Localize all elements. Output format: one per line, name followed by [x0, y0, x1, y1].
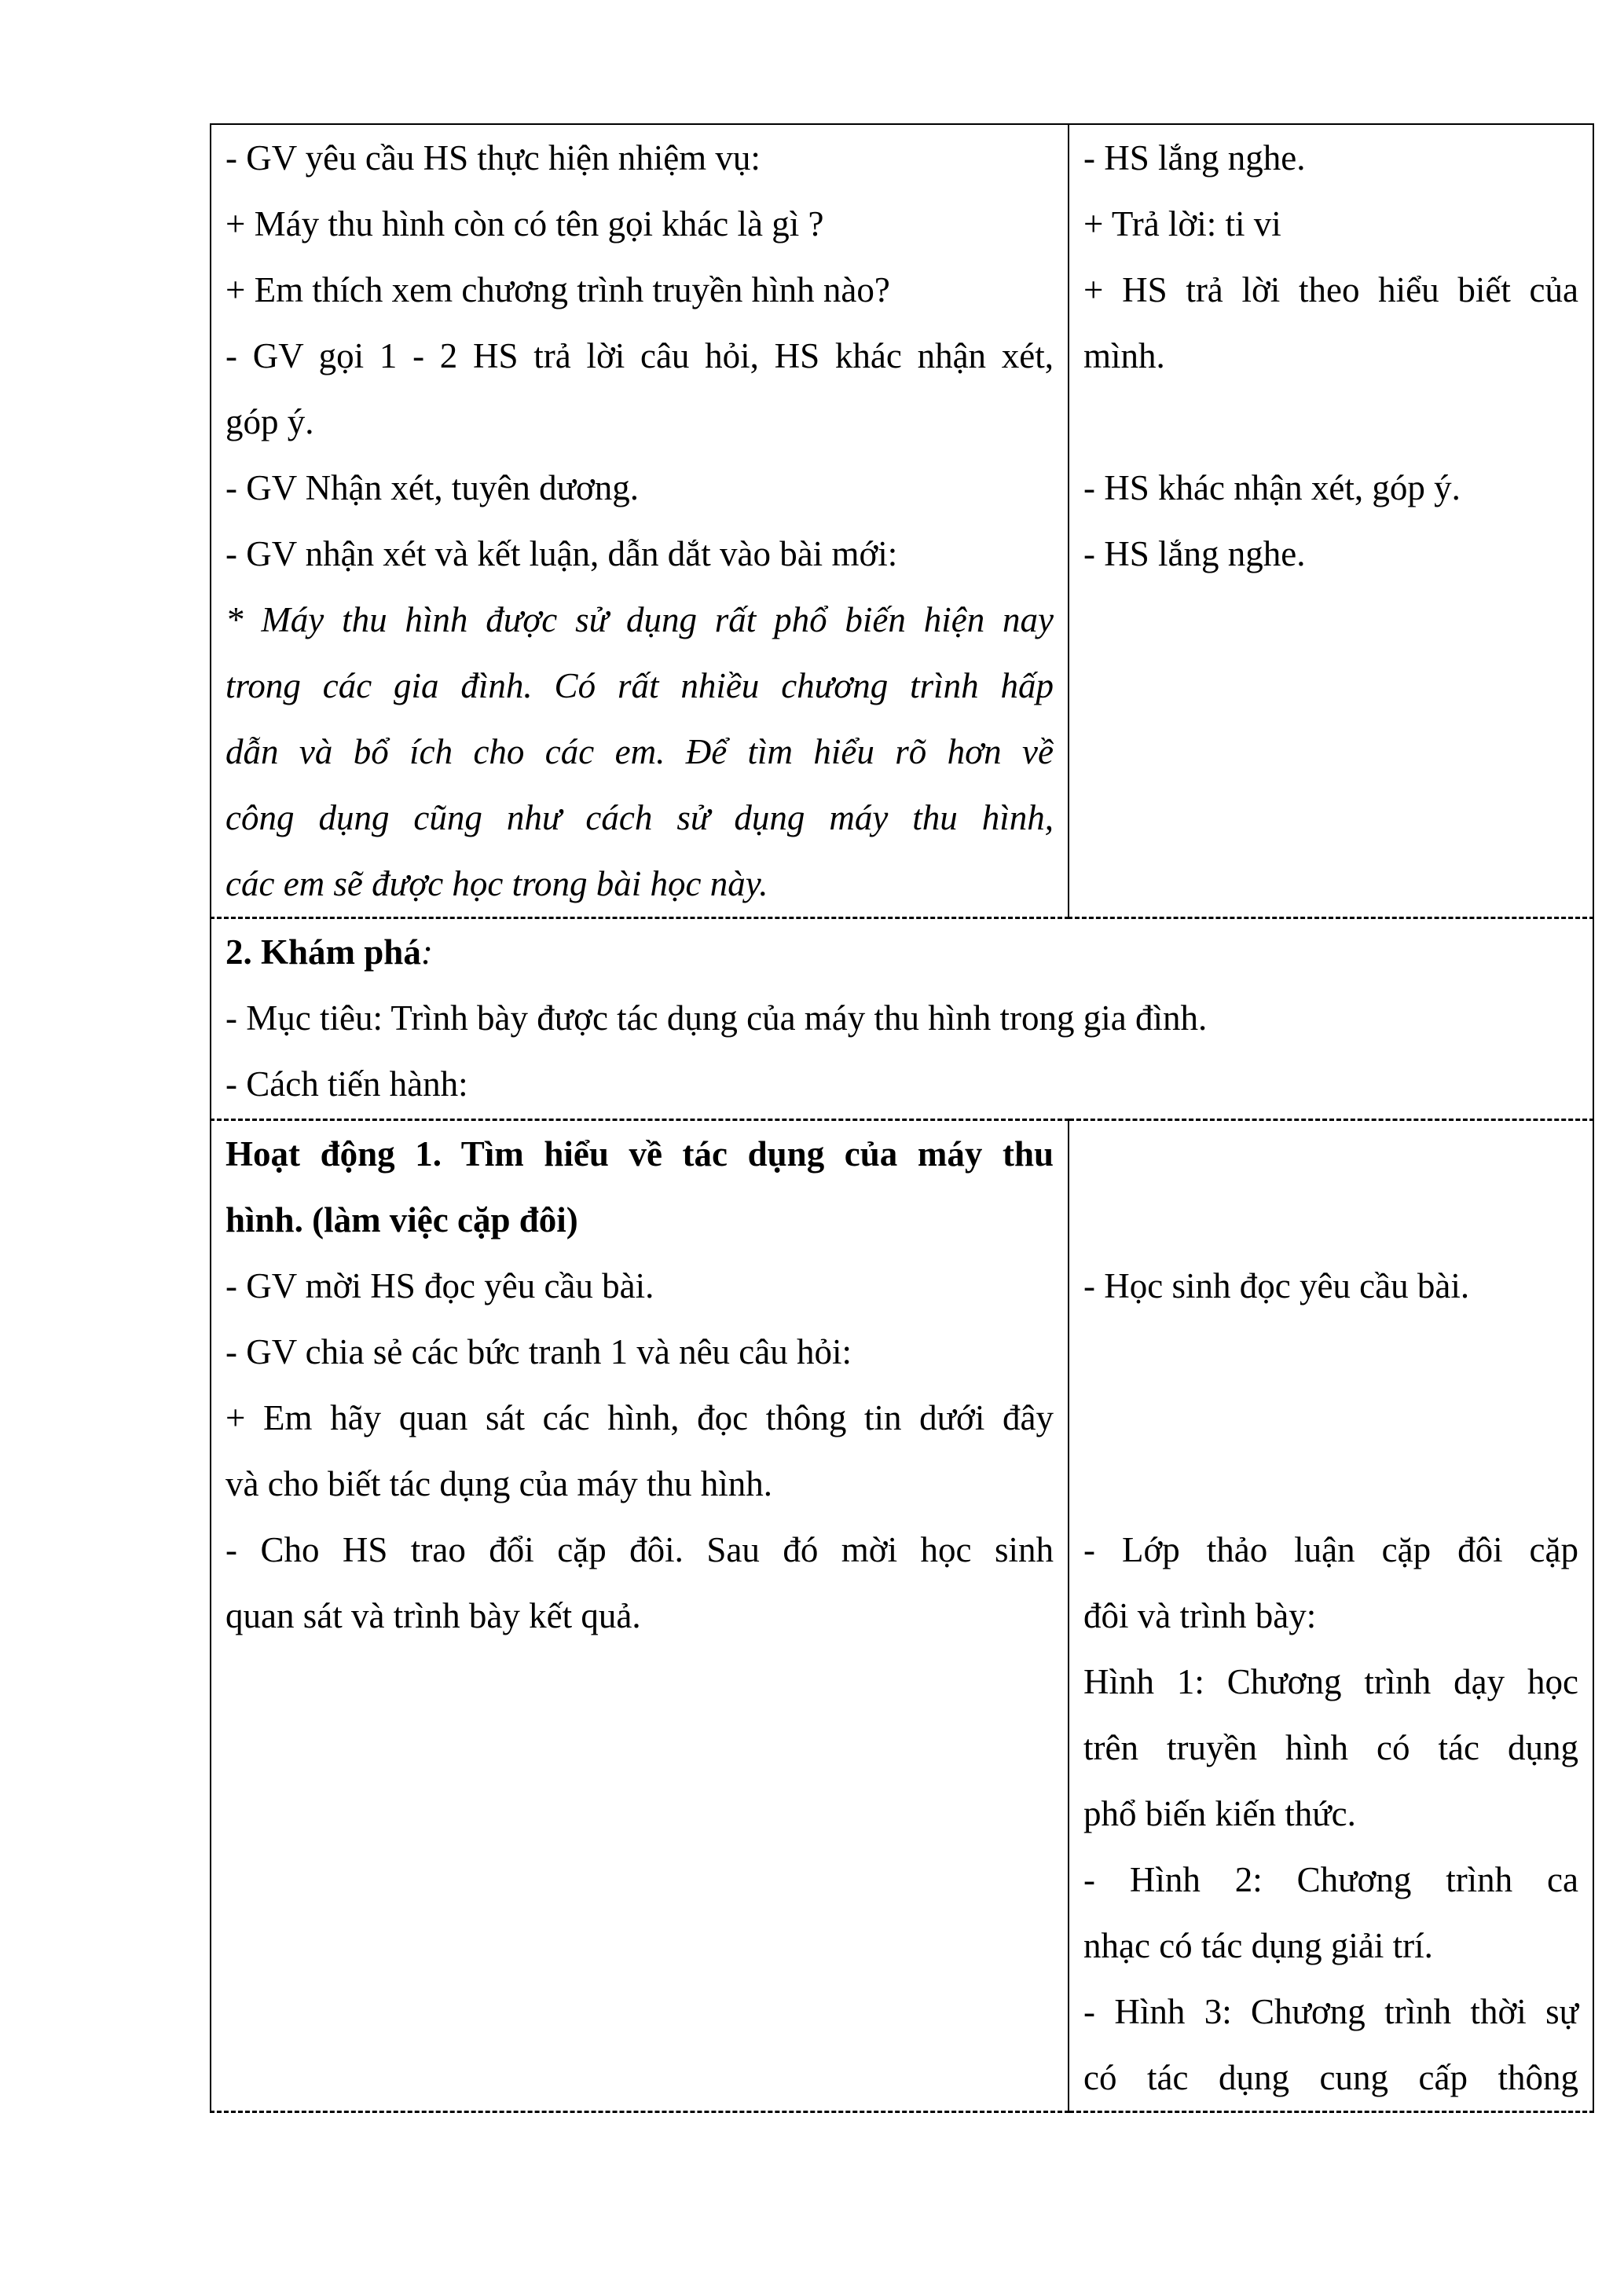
- section-header-cell: [211, 918, 1593, 1120]
- text-line: [1083, 1385, 1578, 1451]
- text-line: [1083, 1451, 1578, 1517]
- text-line: - GV mời HS đọc yêu cầu bài.: [225, 1266, 654, 1305]
- text-line: - HS lắng nghe.: [1083, 534, 1306, 573]
- section-title: 2. Khám phá: [225, 932, 421, 972]
- text-line: và cho biết tác dụng của máy thu hình.: [225, 1464, 773, 1503]
- intro-text-line: dẫn và bổ ích cho các em. Để tìm hiểu rõ hơn về: [225, 732, 1054, 771]
- section-heading: [225, 919, 1578, 985]
- text-line: + HS trả lời theo hiểu biết của: [1083, 270, 1578, 309]
- intro-text-line: công dụng cũng như cách sử dụng máy thu hình,: [225, 798, 1054, 837]
- table-row: [211, 918, 1593, 1120]
- text-line: - GV yêu cầu HS thực hiện nhiệm vụ:: [225, 138, 761, 178]
- text-line: - GV gọi 1 - 2 HS trả lời câu hỏi, HS khác nhận xét,: [225, 336, 1054, 375]
- activity-title: Hoạt động 1. Tìm hiểu về tác dụng của máy thu: [225, 1134, 1054, 1174]
- text-line: - GV chia sẻ các bức tranh 1 và nêu câu hỏi:: [225, 1332, 852, 1371]
- text-line: + Em thích xem chương trình truyền hình nào?: [225, 270, 890, 309]
- text-line: [1083, 389, 1578, 455]
- text-line: nhạc có tác dụng giải trí.: [1083, 1926, 1433, 1965]
- text-line: đôi và trình bày:: [1083, 1596, 1317, 1635]
- text-line: - Lớp thảo luận cặp đôi cặp: [1083, 1530, 1578, 1569]
- text-line: - Hình 3: Chương trình thời sự: [1083, 1992, 1578, 2031]
- student-activities-cell: [1069, 1120, 1593, 2112]
- text-line: + Trả lời: ti vi: [1083, 204, 1281, 244]
- text-line: mình.: [1083, 336, 1165, 375]
- method-line: - Cách tiến hành:: [225, 1064, 468, 1104]
- teacher-activities-cell: [211, 124, 1069, 918]
- intro-text-line: * Máy thu hình được sử dụng rất phổ biến hiện nay: [225, 600, 1054, 639]
- text-line: [1083, 1121, 1578, 1187]
- text-line: phổ biến kiến thức.: [1083, 1794, 1356, 1833]
- text-line: có tác dụng cung cấp thông: [1083, 2058, 1578, 2097]
- activity-title: hình. (làm việc cặp đôi): [225, 1200, 578, 1240]
- text-line: - HS khác nhận xét, góp ý.: [1083, 468, 1461, 507]
- text-line: quan sát và trình bày kết quả.: [225, 1596, 641, 1635]
- text-line: - HS lắng nghe.: [1083, 138, 1306, 178]
- section-title-colon: :: [420, 932, 433, 972]
- text-line: [1083, 1187, 1578, 1253]
- text-line: + Em hãy quan sát các hình, đọc thông tin dưới đây: [225, 1398, 1054, 1437]
- table-row: [211, 1120, 1593, 2112]
- text-line: [1083, 1319, 1578, 1385]
- intro-text-line: trong các gia đình. Có rất nhiều chương trình hấp: [225, 666, 1054, 705]
- lesson-plan-table: [210, 123, 1594, 2113]
- table-row: [211, 124, 1593, 918]
- text-line: góp ý.: [225, 402, 314, 441]
- text-line: Hình 1: Chương trình dạy học: [1083, 1662, 1578, 1701]
- objective-line: - Mục tiêu: Trình bày được tác dụng của máy thu hình trong gia đình.: [225, 998, 1208, 1038]
- intro-text-line: các em sẽ được học trong bài học này.: [225, 864, 768, 903]
- teacher-activities-cell: [211, 1120, 1069, 2112]
- text-line: - Cho HS trao đổi cặp đôi. Sau đó mời học sinh: [225, 1530, 1054, 1569]
- text-line: - GV Nhận xét, tuyên dương.: [225, 468, 640, 507]
- text-line: - Học sinh đọc yêu cầu bài.: [1083, 1266, 1470, 1305]
- text-line: - GV nhận xét và kết luận, dẫn dắt vào bài mới:: [225, 534, 898, 573]
- text-line: trên truyền hình có tác dụng: [1083, 1728, 1578, 1767]
- text-line: - Hình 2: Chương trình ca: [1083, 1860, 1578, 1899]
- text-line: + Máy thu hình còn có tên gọi khác là gì ?: [225, 204, 824, 244]
- student-activities-cell: [1069, 124, 1593, 918]
